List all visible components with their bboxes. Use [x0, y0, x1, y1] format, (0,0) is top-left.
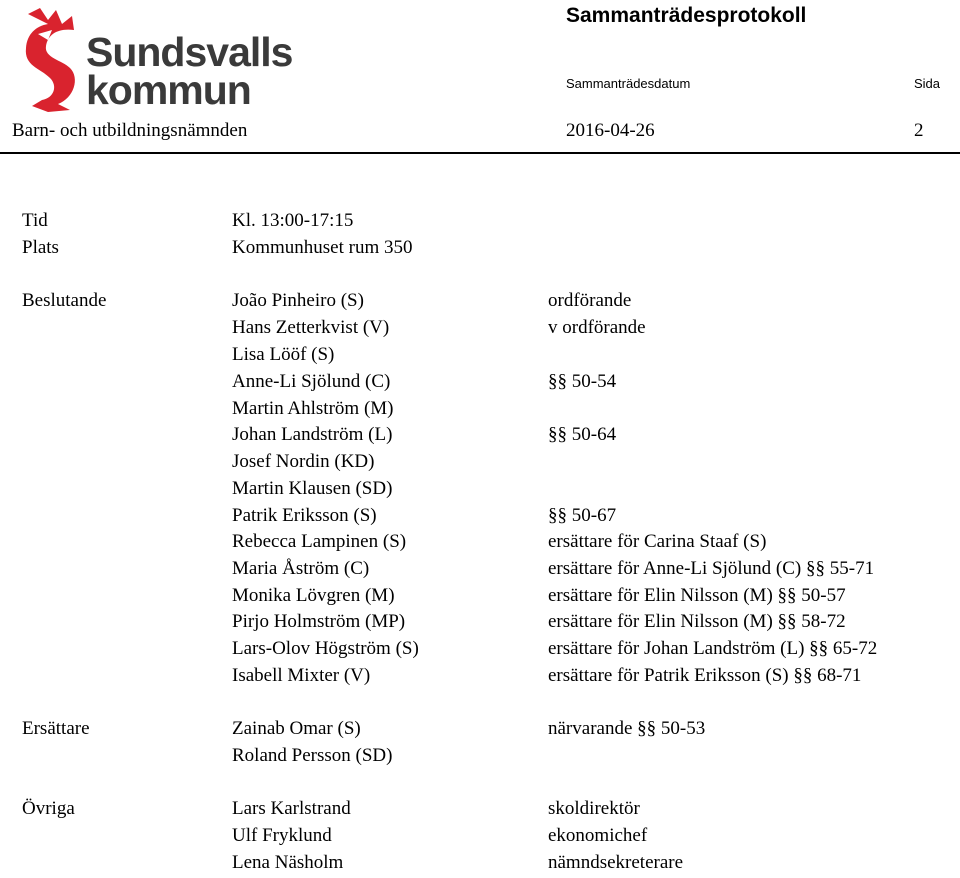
member-role: ersättare för Patrik Eriksson (S) §§ 68-71 [548, 665, 862, 686]
time-value: Kl. 13:00-17:15 [232, 210, 354, 231]
member-name: Johan Landström (L) [232, 424, 393, 445]
member-name: Josef Nordin (KD) [232, 451, 375, 472]
member-name: Martin Klausen (SD) [232, 478, 393, 499]
member-name: Roland Persson (SD) [232, 745, 393, 766]
member-name: Lars-Olov Högström (S) [232, 638, 419, 659]
member-role: närvarande §§ 50-53 [548, 718, 706, 739]
member-name: Isabell Mixter (V) [232, 665, 371, 686]
member-role: ersättare för Carina Staaf (S) [548, 531, 767, 552]
member-role: ersättare för Anne-Li Sjölund (C) §§ 55-71 [548, 558, 875, 579]
member-name: Patrik Eriksson (S) [232, 505, 377, 526]
attendee-role: skoldirektör [548, 798, 640, 819]
member-name: Martin Ahlström (M) [232, 398, 394, 419]
logo-text-line1: Sundsvalls [86, 29, 293, 75]
member-name: João Pinheiro (S) [232, 290, 364, 311]
member-name: Zainab Omar (S) [232, 718, 361, 739]
member-role: §§ 50-64 [548, 424, 617, 445]
attendee-name: Lars Karlstrand [232, 798, 351, 819]
member-role: v ordförande [548, 317, 646, 338]
member-name: Maria Åström (C) [232, 558, 370, 579]
member-name: Rebecca Lampinen (S) [232, 531, 407, 552]
page-label: Sida [914, 76, 941, 91]
time-label: Tid [22, 210, 48, 231]
meeting-date: 2016-04-26 [566, 120, 655, 141]
logo-text-line2: kommun [86, 67, 251, 113]
place-label: Plats [22, 237, 59, 258]
member-role: §§ 50-54 [548, 371, 617, 392]
member-name: Hans Zetterkvist (V) [232, 317, 390, 338]
member-role: ersättare för Elin Nilsson (M) §§ 50-57 [548, 585, 846, 606]
member-role: ersättare för Elin Nilsson (M) §§ 58-72 [548, 611, 846, 632]
member-name: Anne-Li Sjölund (C) [232, 371, 391, 392]
member-name: Monika Lövgren (M) [232, 585, 395, 606]
section-label: Beslutande [22, 290, 107, 311]
attendee-name: Lena Näsholm [232, 852, 344, 873]
committee-name: Barn- och utbildningsnämnden [12, 120, 248, 141]
document-title: Sammanträdesprotokoll [566, 4, 807, 27]
member-role: ordförande [548, 290, 632, 311]
header-divider [0, 152, 960, 154]
sundsvalls-kommun-logo [18, 6, 318, 116]
ersattare-section-label: Ersättare [22, 718, 90, 739]
member-role: §§ 50-67 [548, 505, 617, 526]
member-role: ersättare för Johan Landström (L) §§ 65-72 [548, 638, 878, 659]
member-name: Lisa Lööf (S) [232, 344, 335, 365]
attendee-name: Ulf Fryklund [232, 825, 332, 846]
page-number: 2 [914, 120, 924, 141]
member-name: Pirjo Holmström (MP) [232, 611, 406, 632]
meeting-date-label: Sammanträdesdatum [566, 76, 691, 91]
place-value: Kommunhuset rum 350 [232, 237, 413, 258]
attendee-role: ekonomichef [548, 825, 648, 846]
ovriga-section-label: Övriga [22, 798, 75, 819]
attendee-role: nämndsekreterare [548, 852, 684, 873]
